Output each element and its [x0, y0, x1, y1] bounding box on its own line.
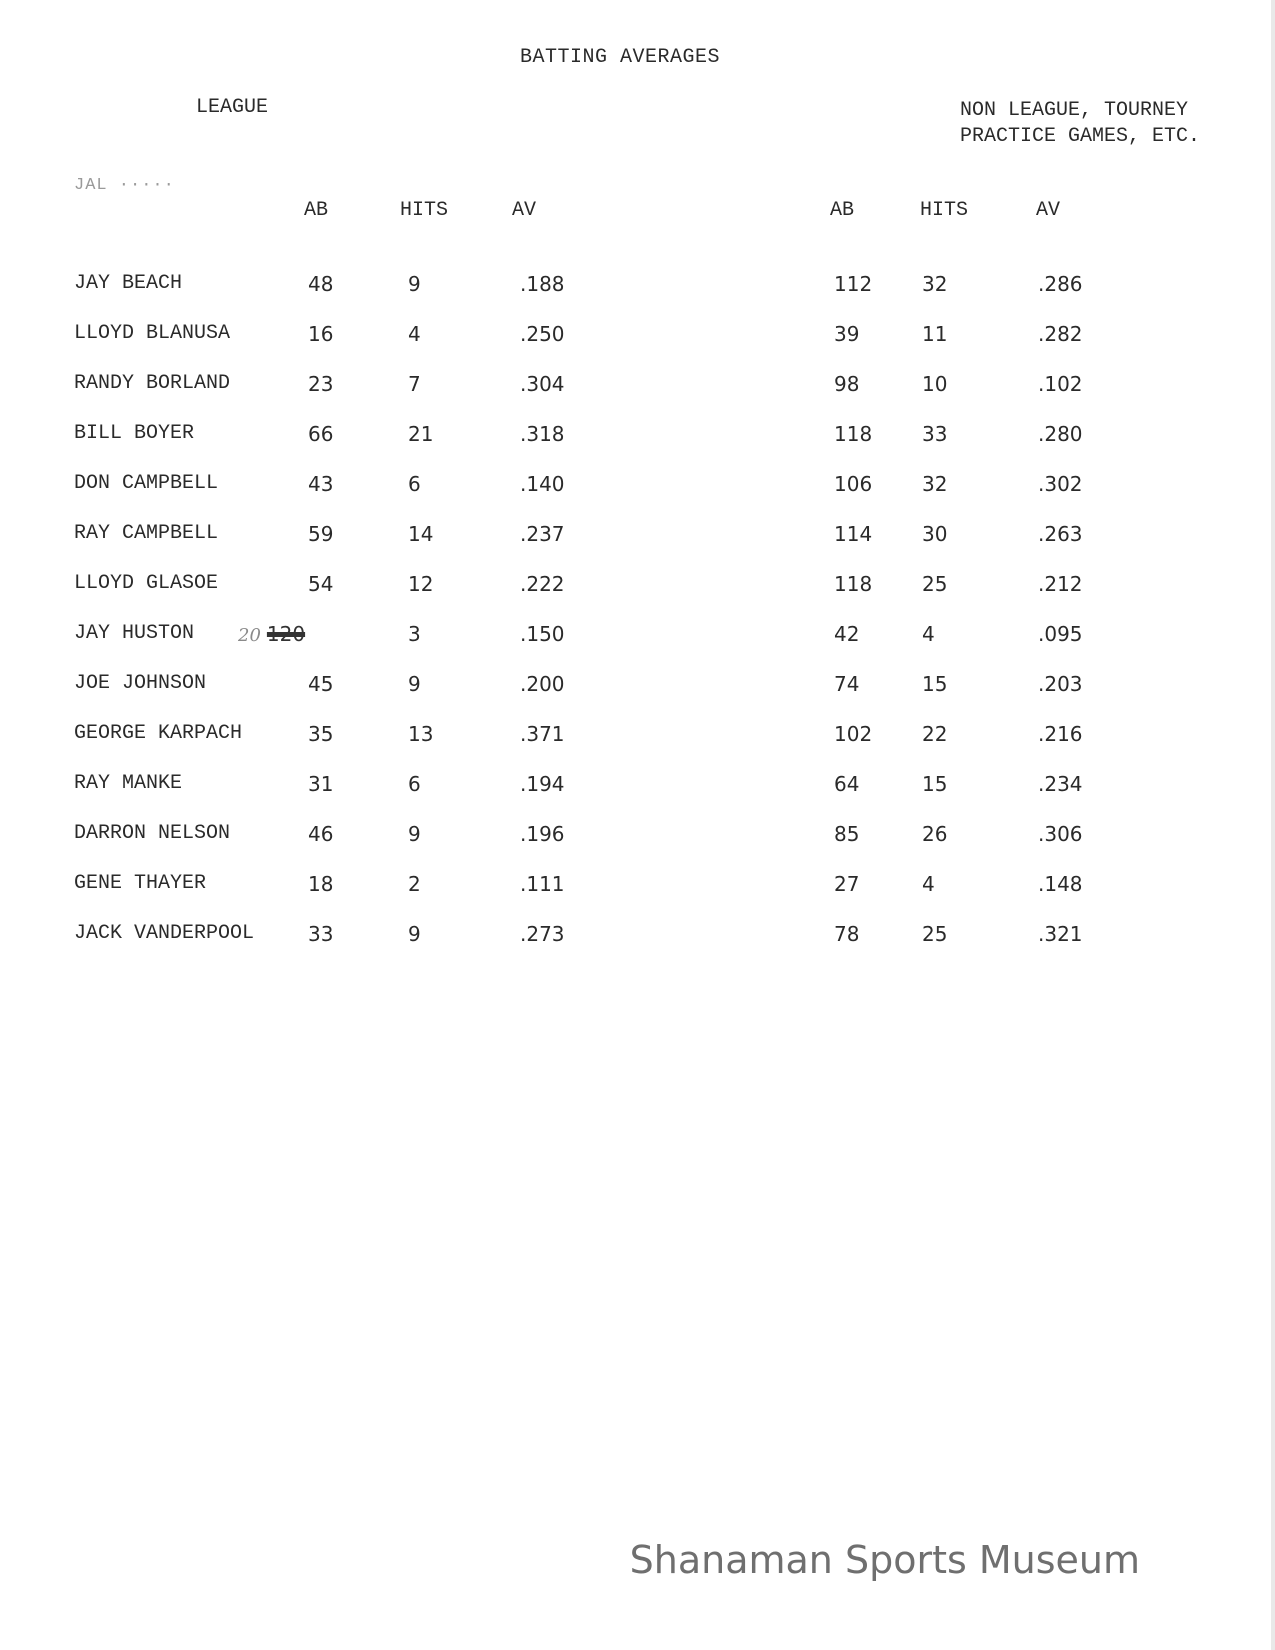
league-hits-header: HITS — [400, 199, 449, 222]
nonleague-ab: 102 — [834, 722, 873, 746]
player-name: BILL BOYER — [74, 422, 195, 445]
nonleague-ab: 78 — [834, 922, 860, 946]
nonleague-hits: 15 — [922, 772, 948, 796]
league-av: .371 — [520, 722, 565, 746]
table-row — [0, 872, 1275, 922]
league-hits: 13 — [408, 722, 434, 746]
league-hits: 9 — [408, 672, 421, 696]
player-name: RAY CAMPBELL — [74, 522, 219, 545]
league-hits: 6 — [408, 772, 421, 796]
player-name: GEORGE KARPACH — [74, 722, 243, 745]
league-ab: 31 — [308, 772, 334, 796]
league-ab-header: AB — [304, 199, 329, 222]
nonleague-ab: 39 — [834, 322, 860, 346]
league-av: .111 — [520, 872, 565, 896]
nonleague-hits: 4 — [922, 622, 935, 646]
league-ab: 43 — [308, 472, 334, 496]
struck-ab: 120 — [266, 622, 306, 646]
table-row — [0, 472, 1275, 522]
league-hits: 9 — [408, 272, 421, 296]
league-ab: 23 — [308, 372, 334, 396]
nonleague-ab: 64 — [834, 772, 860, 796]
league-av: .237 — [520, 522, 565, 546]
player-name: JAY HUSTON — [74, 622, 195, 645]
league-ab: 35 — [308, 722, 334, 746]
table-row — [0, 372, 1275, 422]
nonleague-ab: 42 — [834, 622, 860, 646]
league-ab-corrected — [238, 622, 375, 648]
nonleague-av: .212 — [1038, 572, 1083, 596]
nonleague-hits: 15 — [922, 672, 948, 696]
league-av: .273 — [520, 922, 565, 946]
nonleague-ab-header: AB — [830, 199, 855, 222]
player-name: LLOYD GLASOE — [74, 572, 219, 595]
nonleague-av-header: AV — [1036, 199, 1061, 222]
stats-table — [0, 272, 1275, 972]
page-title: BATTING AVERAGES — [520, 46, 721, 69]
ab-correction — [238, 622, 375, 648]
table-row — [0, 722, 1275, 772]
nonleague-hits: 33 — [922, 422, 948, 446]
faint-handwritten-mark: JAL ····· — [74, 176, 175, 195]
nonleague-av: .216 — [1038, 722, 1083, 746]
nonleague-hits: 10 — [922, 372, 948, 396]
nonleague-av: .148 — [1038, 872, 1083, 896]
nonleague-hits: 30 — [922, 522, 948, 546]
league-ab: 16 — [308, 322, 334, 346]
nonleague-ab: 106 — [834, 472, 873, 496]
league-av: .194 — [520, 772, 565, 796]
league-hits: 21 — [408, 422, 434, 446]
league-hits: 12 — [408, 572, 434, 596]
league-ab: 18 — [308, 872, 334, 896]
league-hits: 14 — [408, 522, 434, 546]
league-ab: 66 — [308, 422, 334, 446]
nonleague-hits: 25 — [922, 922, 948, 946]
nonleague-ab: 98 — [834, 372, 860, 396]
league-ab: 46 — [308, 822, 334, 846]
nonleague-hits: 32 — [922, 472, 948, 496]
nonleague-av: .321 — [1038, 922, 1083, 946]
nonleague-av: .306 — [1038, 822, 1083, 846]
nonleague-av: .234 — [1038, 772, 1083, 796]
nonleague-hits: 32 — [922, 272, 948, 296]
nonleague-av: .203 — [1038, 672, 1083, 696]
nonleague-ab: 27 — [834, 872, 860, 896]
nonleague-av: .302 — [1038, 472, 1083, 496]
league-av: .196 — [520, 822, 565, 846]
league-av: .188 — [520, 272, 565, 296]
table-row — [0, 272, 1275, 322]
watermark: Shanaman Sports Museum — [629, 1538, 1140, 1582]
player-name: JOE JOHNSON — [74, 672, 207, 695]
league-hits: 2 — [408, 872, 421, 896]
league-av: .150 — [520, 622, 565, 646]
league-ab: 33 — [308, 922, 334, 946]
league-ab: 48 — [308, 272, 334, 296]
player-name: GENE THAYER — [74, 872, 207, 895]
league-hits: 6 — [408, 472, 421, 496]
league-hits: 3 — [408, 622, 421, 646]
nonleague-av: .282 — [1038, 322, 1083, 346]
table-row — [0, 422, 1275, 472]
nonleague-ab: 74 — [834, 672, 860, 696]
nonleague-ab: 118 — [834, 422, 873, 446]
nonleague-hits: 4 — [922, 872, 935, 896]
league-section-label: LEAGUE — [196, 96, 269, 119]
league-hits: 7 — [408, 372, 421, 396]
player-name: JACK VANDERPOOL — [74, 922, 255, 945]
table-row — [0, 772, 1275, 822]
nonleague-hits: 11 — [922, 322, 948, 346]
nonleague-av: .095 — [1038, 622, 1083, 646]
league-ab: 59 — [308, 522, 334, 546]
player-name: DON CAMPBELL — [74, 472, 219, 495]
player-name: JAY BEACH — [74, 272, 183, 295]
table-row — [0, 622, 1275, 672]
nonleague-hits: 25 — [922, 572, 948, 596]
league-av-header: AV — [512, 199, 537, 222]
league-hits: 9 — [408, 922, 421, 946]
league-av: .222 — [520, 572, 565, 596]
league-av: .304 — [520, 372, 565, 396]
nonleague-ab: 85 — [834, 822, 860, 846]
league-hits: 4 — [408, 322, 421, 346]
league-av: .250 — [520, 322, 565, 346]
nonleague-ab: 114 — [834, 522, 873, 546]
league-av: .318 — [520, 422, 565, 446]
table-row — [0, 672, 1275, 722]
player-name: LLOYD BLANUSA — [74, 322, 231, 345]
handwritten-ab: 20 — [238, 625, 261, 646]
nonleague-section-label — [960, 98, 1200, 150]
league-hits: 9 — [408, 822, 421, 846]
nonleague-av: .286 — [1038, 272, 1083, 296]
league-ab: 45 — [308, 672, 334, 696]
table-row — [0, 822, 1275, 872]
table-row — [0, 522, 1275, 572]
league-ab: 54 — [308, 572, 334, 596]
nonleague-av: .280 — [1038, 422, 1083, 446]
nonleague-ab: 112 — [834, 272, 873, 296]
nonleague-hits: 22 — [922, 722, 948, 746]
player-name: DARRON NELSON — [74, 822, 231, 845]
table-row — [0, 322, 1275, 372]
nonleague-label-line2: PRACTICE GAMES, ETC. — [960, 125, 1201, 148]
nonleague-label-line1: NON LEAGUE, TOURNEY — [960, 99, 1189, 122]
nonleague-hits: 26 — [922, 822, 948, 846]
player-name: RANDY BORLAND — [74, 372, 231, 395]
nonleague-av: .263 — [1038, 522, 1083, 546]
nonleague-av: .102 — [1038, 372, 1083, 396]
table-row — [0, 572, 1275, 622]
player-name: RAY MANKE — [74, 772, 183, 795]
nonleague-ab: 118 — [834, 572, 873, 596]
table-row — [0, 922, 1275, 972]
nonleague-hits-header: HITS — [920, 199, 969, 222]
league-av: .200 — [520, 672, 565, 696]
league-av: .140 — [520, 472, 565, 496]
